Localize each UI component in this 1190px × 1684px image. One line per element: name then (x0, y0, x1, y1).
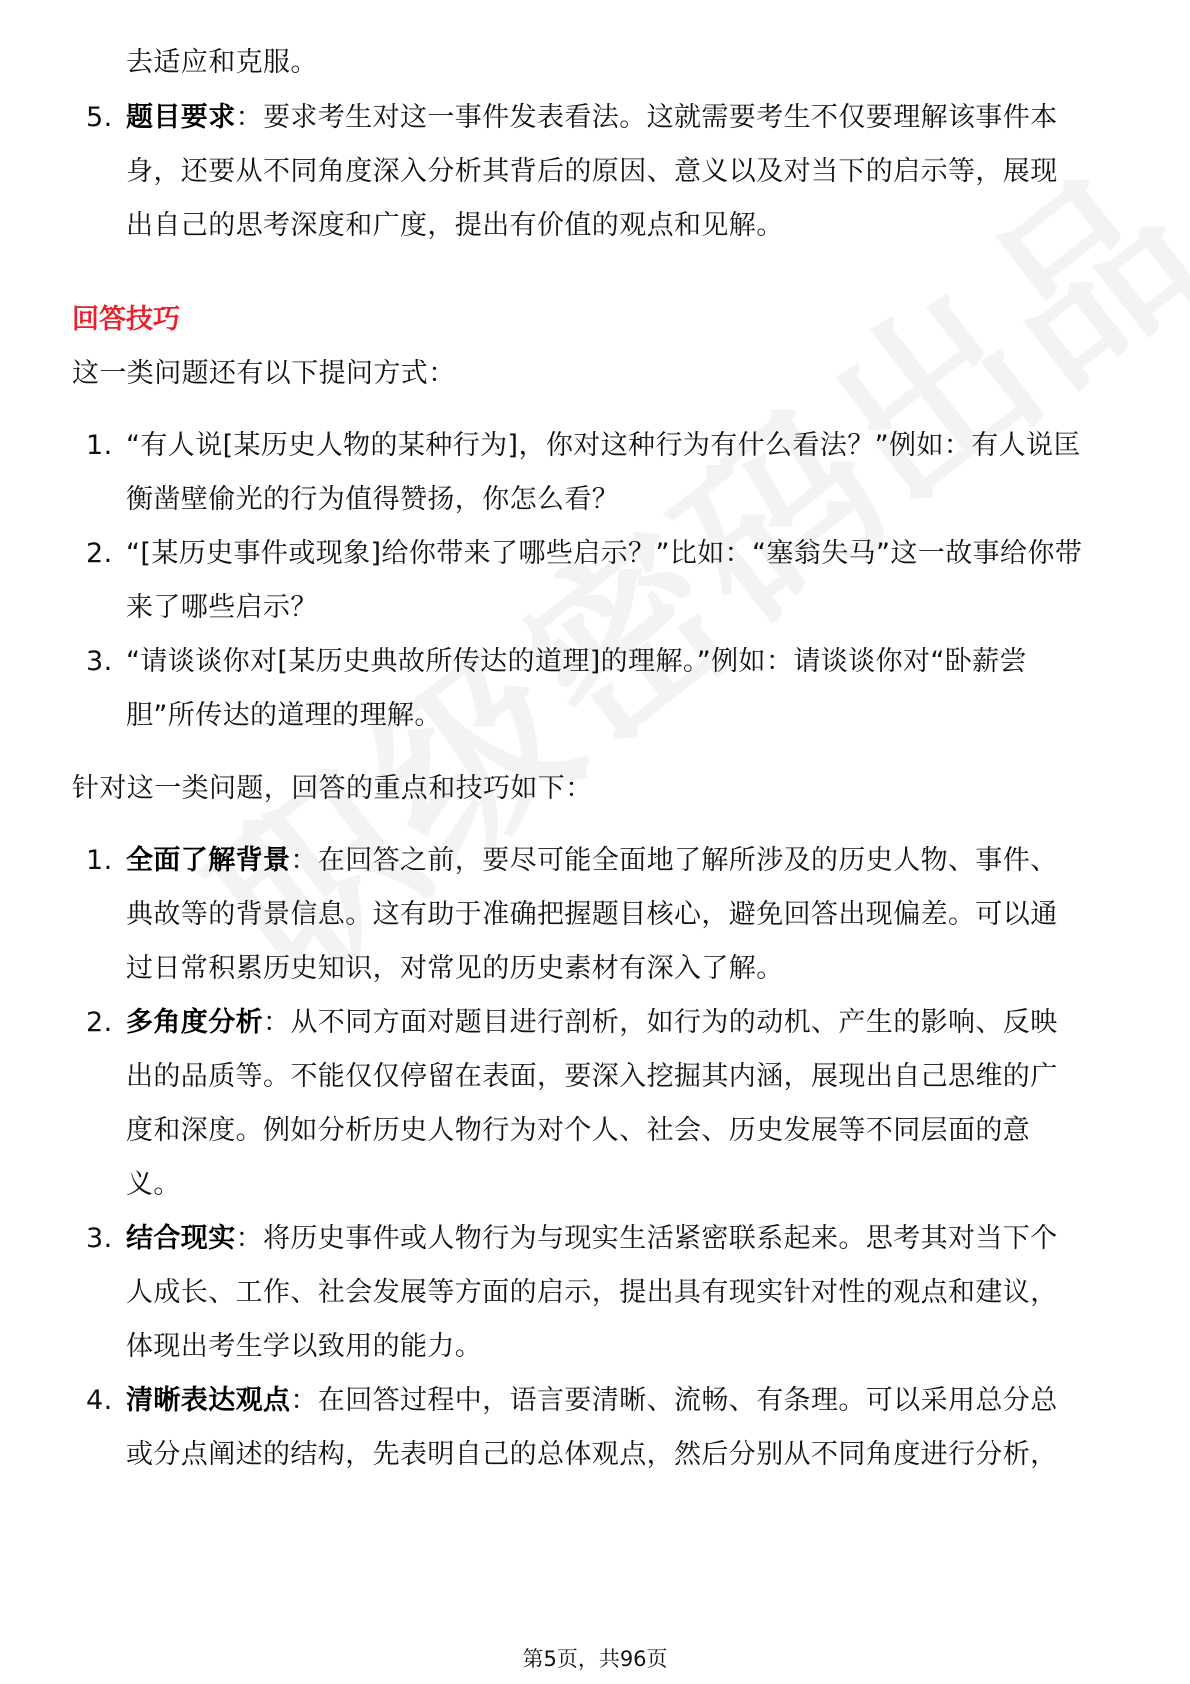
list-number: 3. (86, 1223, 113, 1254)
list-item-line: 清晰表达观点：在回答过程中，语言要清晰、流畅、有条理。可以采用总分总 (126, 1385, 1058, 1416)
intro-paragraph: 这一类问题还有以下提问方式： (72, 358, 456, 389)
list-item-line: 度和深度。例如分析历史人物行为对个人、社会、历史发展等不同层面的意 (126, 1115, 1031, 1146)
list-item-line: 题目要求：要求考生对这一事件发表看法。这就需要考生不仅要理解该事件本 (126, 102, 1058, 133)
list-item-term: 清晰表达观点 (126, 1385, 291, 1416)
list-item-line: 体现出考生学以致用的能力。 (126, 1331, 483, 1362)
page-footer: 第5页，共96页 (522, 1647, 668, 1671)
list-item-term: 全面了解背景 (126, 845, 291, 876)
list-item-line: 来了哪些启示？ (126, 592, 318, 623)
continuation-line: 去适应和克服。 (126, 47, 318, 78)
list-item-line: 典故等的背景信息。这有助于准确把握题目核心，避免回答出现偏差。可以通 (126, 899, 1058, 930)
section-heading: 回答技巧 (72, 304, 180, 335)
list-item-term: 多角度分析 (126, 1007, 263, 1038)
list-item-line: 出的品质等。不能仅仅停留在表面，要深入挖掘其内涵，展现出自己思维的广 (126, 1061, 1058, 1092)
list-item-line: 多角度分析：从不同方面对题目进行剖析，如行为的动机、产生的影响、反映 (126, 1007, 1058, 1038)
list-item-line: 衡凿壁偷光的行为值得赞扬，你怎么看？ (126, 484, 620, 515)
list-item-line: “请谈谈你对[某历史典故所传达的道理]的理解。”例如：请谈谈你对“卧薪尝 (126, 646, 1027, 677)
list-number: 3. (86, 646, 113, 677)
list-number: 2. (86, 1007, 113, 1038)
list-item-line: 出自己的思考深度和广度，提出有价值的观点和见解。 (126, 210, 784, 241)
intro-paragraph: 针对这一类问题，回答的重点和技巧如下： (72, 773, 593, 804)
list-item-line: 义。 (126, 1169, 181, 1200)
list-number: 4. (86, 1385, 113, 1416)
list-item-term: 结合现实 (126, 1223, 236, 1254)
list-item-line: 身，还要从不同角度深入分析其背后的原因、意义以及对当下的启示等，展现 (126, 156, 1058, 187)
list-item-term: 题目要求 (126, 102, 236, 133)
list-item-line: “有人说[某历史人物的某种行为]，你对这种行为有什么看法？”例如：有人说匡 (126, 430, 1081, 461)
list-item-line: 结合现实：将历史事件或人物行为与现实生活紧密联系起来。思考其对当下个 (126, 1223, 1058, 1254)
list-item-line: 全面了解背景：在回答之前，要尽可能全面地了解所涉及的历史人物、事件、 (126, 845, 1058, 876)
list-item-line: 过日常积累历史知识，对常见的历史素材有深入了解。 (126, 953, 784, 984)
list-item-line: “[某历史事件或现象]给你带来了哪些启示？”比如：“塞翁失马”这一故事给你带 (126, 538, 1083, 569)
list-item-line: 人成长、工作、社会发展等方面的启示，提出具有现实针对性的观点和建议， (126, 1277, 1058, 1308)
list-number: 2. (86, 538, 113, 569)
list-item-line: 胆”所传达的道理的理解。 (126, 700, 442, 731)
list-item-line: 或分点阐述的结构，先表明自己的总体观点，然后分别从不同角度进行分析， (126, 1439, 1058, 1470)
list-number: 5. (86, 102, 113, 133)
list-number: 1. (86, 845, 113, 876)
list-number: 1. (86, 430, 113, 461)
